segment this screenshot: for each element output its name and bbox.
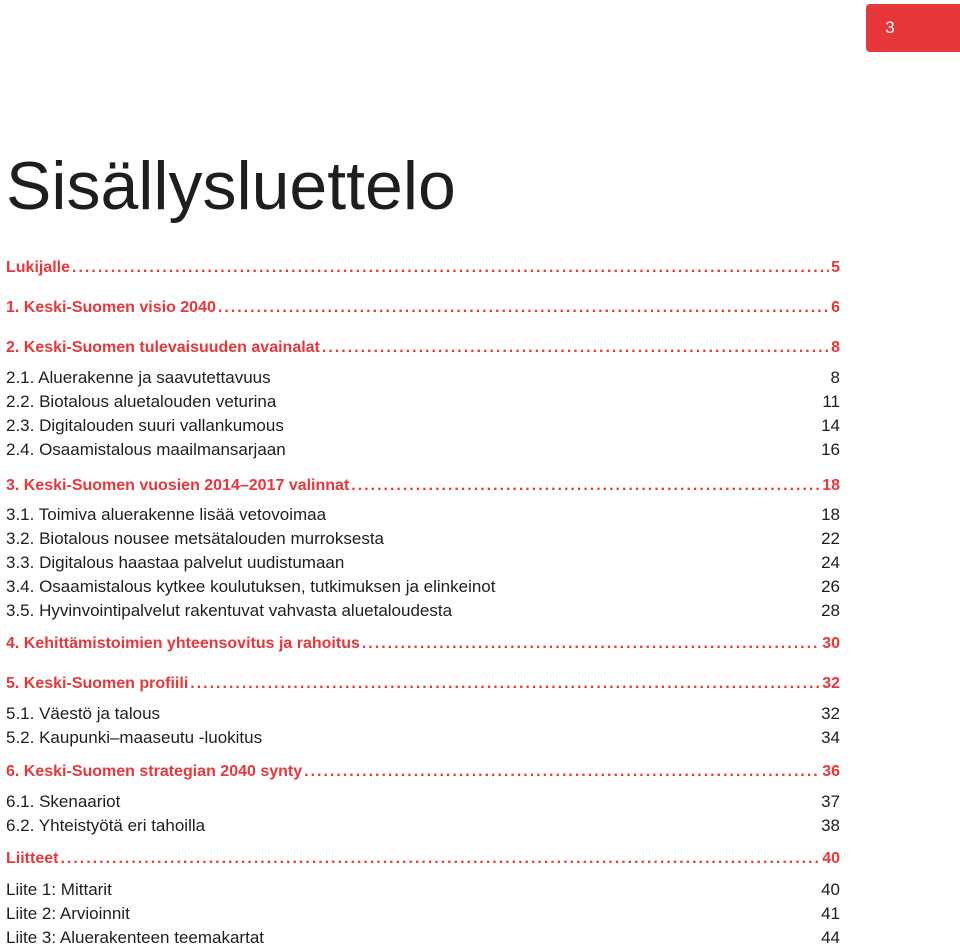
page-number-badge [866, 4, 960, 52]
toc-page-number: 32 [822, 675, 840, 692]
toc-page-number: 26 [821, 577, 840, 596]
toc-page-number: 40 [822, 850, 840, 867]
toc-page-number: 36 [822, 763, 840, 780]
toc-entry-label: 3.4. Osaamistalous kytkee koulutuksen, tutkimuksen ja elinkeinot [6, 577, 496, 596]
toc-section-row[interactable] [6, 477, 840, 499]
toc-page-number: 18 [822, 477, 840, 494]
toc-entry-label: 2. Keski-Suomen tulevaisuuden avainalat [6, 339, 320, 356]
toc-subsection-row[interactable] [6, 440, 840, 462]
toc-entry-label: 2.3. Digitalouden suuri vallankumous [6, 416, 284, 435]
toc-entry-label: Liite 1: Mittarit [6, 880, 112, 899]
toc-entry-label: Liite 2: Arvioinnit [6, 904, 130, 923]
toc-subsection-row[interactable] [6, 816, 840, 838]
toc-entry-label: Liitteet [6, 850, 59, 867]
toc-dot-leader [190, 675, 820, 693]
toc-page-number: 24 [821, 553, 840, 572]
toc-page-number: 18 [821, 505, 840, 524]
toc-entry-label: 5.2. Kaupunki–maaseutu -luokitus [6, 728, 263, 747]
toc-page-number: 41 [821, 904, 840, 923]
toc-subsection-row[interactable] [6, 505, 840, 527]
toc-section-row[interactable] [6, 339, 840, 361]
toc-subsection-row[interactable] [6, 928, 840, 950]
toc-subsection-row[interactable] [6, 577, 840, 599]
toc-page-number: 14 [821, 416, 840, 435]
toc-dot-leader [362, 635, 820, 653]
toc-entry-label: 2.2. Biotalous aluetalouden veturina [6, 392, 277, 411]
toc-page-number: 44 [821, 928, 840, 947]
toc-entry-label: 6. Keski-Suomen strategian 2040 synty [6, 763, 303, 780]
toc-entry-label: 4. Kehittämistoimien yhteensovitus ja rahoitus [6, 635, 360, 652]
toc-dot-leader [60, 850, 820, 868]
toc-entry-label: 3.3. Digitalous haastaa palvelut uudistumaan [6, 553, 345, 572]
toc-subsection-row[interactable] [6, 553, 840, 575]
toc-subsection-row[interactable] [6, 704, 840, 726]
toc-entry-label: 3.5. Hyvinvointipalvelut rakentuvat vahvasta aluetaloudesta [6, 601, 453, 620]
toc-page-number: 34 [821, 728, 840, 747]
toc-page-number: 32 [821, 704, 840, 723]
toc-entry-label: 1. Keski-Suomen visio 2040 [6, 299, 216, 316]
toc-page-number: 37 [821, 792, 840, 811]
toc-entry-label: 6.1. Skenaariot [6, 792, 121, 811]
toc-section-row[interactable] [6, 763, 840, 785]
toc-entry-label: 5.1. Väestö ja talous [6, 704, 161, 723]
toc-page-number: 16 [821, 440, 840, 459]
toc-section-row[interactable] [6, 299, 840, 321]
toc-subsection-row[interactable] [6, 416, 840, 438]
toc-dot-leader [72, 259, 829, 277]
toc-section-row[interactable] [6, 675, 840, 697]
toc-page-number: 8 [831, 339, 840, 356]
toc-entry-label: Liite 3: Aluerakenteen teemakartat [6, 928, 264, 947]
toc-entry-label: Lukijalle [6, 259, 71, 276]
toc-page-number: 5 [831, 259, 840, 276]
toc-entry-label: 5. Keski-Suomen profiili [6, 675, 189, 692]
toc-section-row[interactable] [6, 259, 840, 281]
page-title: Sisällysluettelo [6, 148, 456, 224]
toc-page-number: 11 [822, 392, 840, 411]
toc-dot-leader [218, 299, 829, 317]
toc-page-number: 30 [822, 635, 840, 652]
toc-subsection-row[interactable] [6, 728, 840, 750]
toc-entry-label: 2.1. Aluerakenne ja saavutettavuus [6, 368, 271, 387]
toc-subsection-row[interactable] [6, 392, 840, 414]
toc-page-number: 22 [821, 529, 840, 548]
toc-dot-leader [322, 339, 829, 357]
toc-section-row[interactable] [6, 850, 840, 872]
toc-subsection-row[interactable] [6, 880, 840, 902]
toc-subsection-row[interactable] [6, 601, 840, 623]
toc-page-number: 6 [831, 299, 840, 316]
toc-page-number: 28 [821, 601, 840, 620]
toc-dot-leader [304, 763, 820, 781]
toc-subsection-row[interactable] [6, 529, 840, 551]
toc-page-number: 40 [821, 880, 840, 899]
toc-entry-label: 2.4. Osaamistalous maailmansarjaan [6, 440, 286, 459]
toc-entry-label: 3. Keski-Suomen vuosien 2014–2017 valinnat [6, 477, 350, 494]
toc-page-number: 8 [830, 368, 840, 387]
toc-dot-leader [351, 477, 820, 495]
toc-entry-label: 3.2. Biotalous nousee metsätalouden murroksesta [6, 529, 385, 548]
toc-section-row[interactable] [6, 635, 840, 657]
toc-subsection-row[interactable] [6, 368, 840, 390]
page-number: 3 [885, 18, 895, 37]
toc-subsection-row[interactable] [6, 792, 840, 814]
toc-subsection-row[interactable] [6, 904, 840, 926]
toc-entry-label: 6.2. Yhteistyötä eri tahoilla [6, 816, 206, 835]
toc-entry-label: 3.1. Toimiva aluerakenne lisää vetovoimaa [6, 505, 327, 524]
toc-page-number: 38 [821, 816, 840, 835]
